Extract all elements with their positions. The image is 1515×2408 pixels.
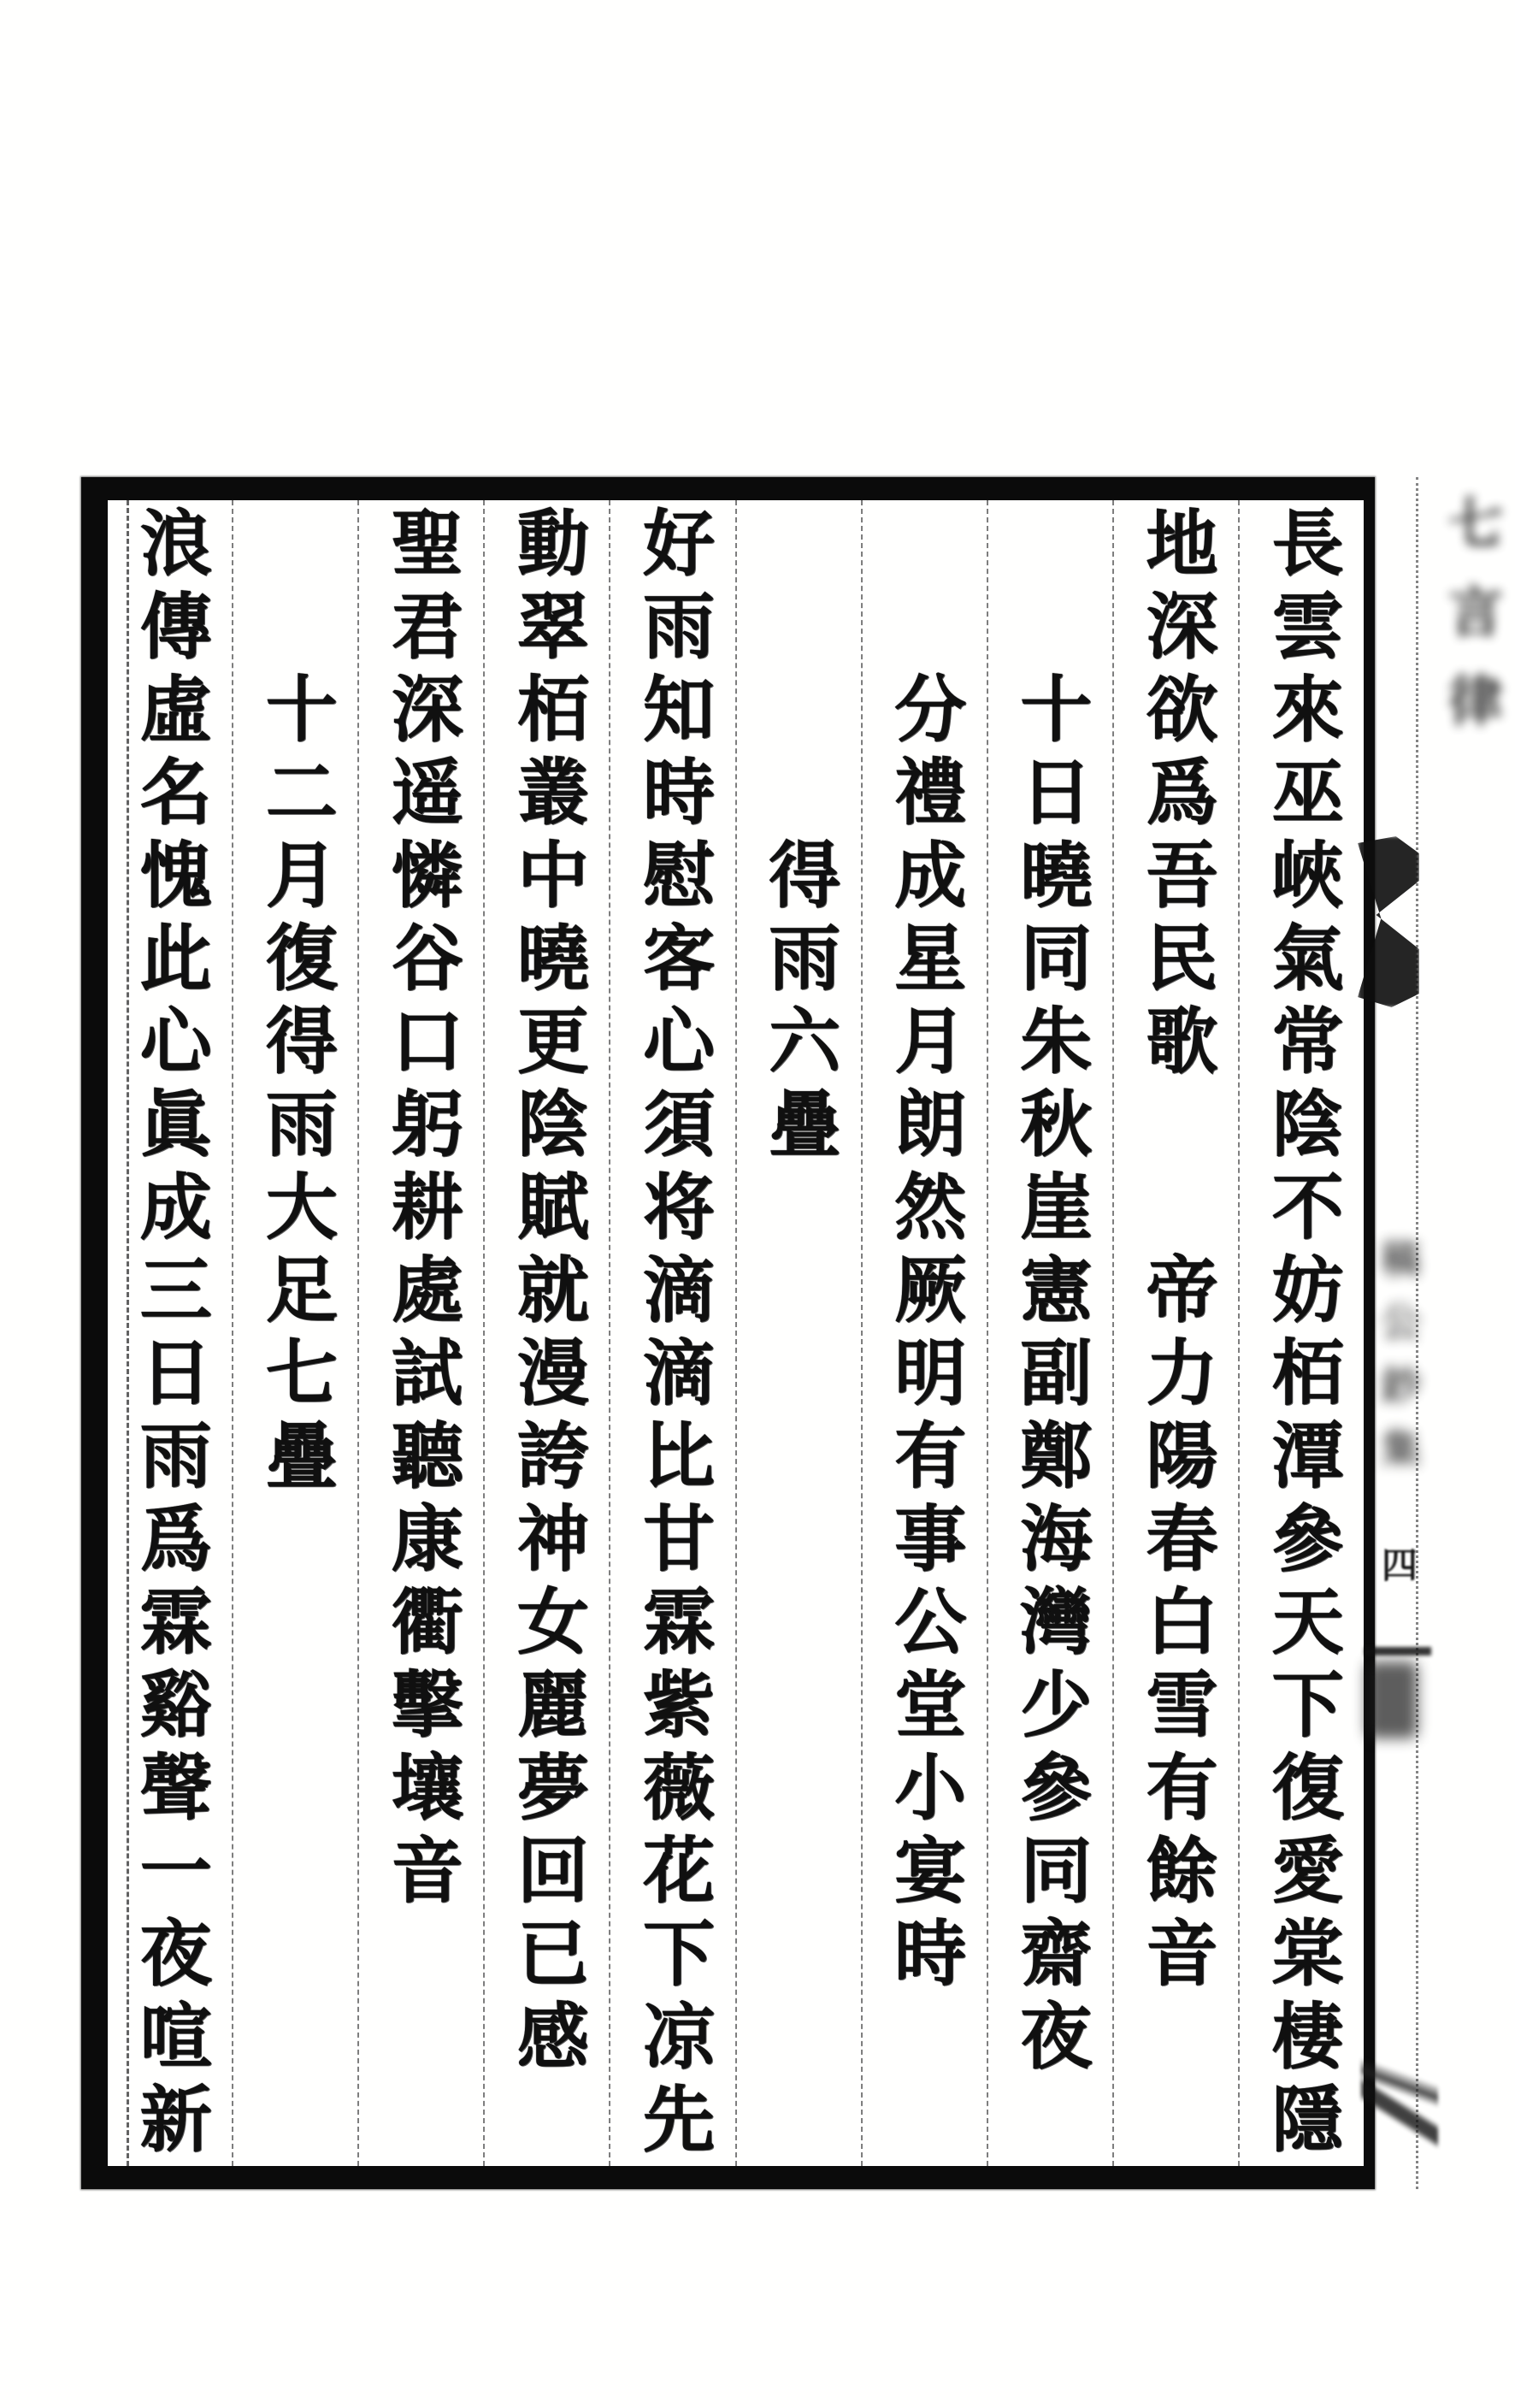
column-text: 長雲來巫峽氣常陰不妨栢潭參天下復愛棠棲隱 bbox=[1259, 505, 1344, 2164]
column-text: 地深欲爲吾民歌 帝力陽春白雪有餘音 bbox=[1134, 505, 1218, 1998]
column-text: 十日曉同朱秋崖憲副鄭海灣少參同齋夜 bbox=[1008, 671, 1093, 2081]
banxin-corner-smudge bbox=[1361, 2042, 1438, 2179]
banxin-rule-mark bbox=[1365, 1647, 1431, 1656]
column-text: 好雨知時慰客心須将滴滴比甘霖紫薇花下凉先 bbox=[631, 505, 716, 2164]
banxin-ink-blob bbox=[1366, 1661, 1418, 1738]
text-frame bbox=[81, 477, 1375, 2189]
banxin-header-smudge: 七言律 bbox=[1439, 494, 1502, 761]
column-container bbox=[108, 500, 1364, 2166]
banxin-strip bbox=[1375, 477, 1515, 2189]
column-text: 十二月復得雨大足七疊 bbox=[254, 671, 339, 1501]
text-column bbox=[861, 500, 987, 2166]
text-column bbox=[735, 500, 861, 2166]
column-text: 浪傳虛名愧此心眞成三日雨爲霖谿聲一夜喧新 bbox=[128, 505, 213, 2164]
text-column bbox=[483, 500, 609, 2166]
column-text: 得雨六疊 bbox=[757, 837, 841, 1169]
text-column bbox=[609, 500, 734, 2166]
text-column bbox=[1238, 500, 1364, 2166]
text-column bbox=[987, 500, 1112, 2166]
inner-left-rule bbox=[127, 500, 129, 2166]
banxin-page-number: 四 bbox=[1382, 1544, 1418, 1586]
column-text: 動翠栢叢中曉更陰賦就漫誇神女麗夢回已感 bbox=[505, 505, 590, 2081]
column-text: 聖君深遥憐谷口躬耕處試聽康衢擊壤音 bbox=[380, 505, 464, 1915]
text-column bbox=[357, 500, 483, 2166]
banxin-title-smudge: 稿公鈔集 bbox=[1375, 1238, 1421, 1491]
text-column bbox=[232, 500, 357, 2166]
text-column bbox=[1112, 500, 1238, 2166]
column-text: 分禮成星月朗然厥明有事公堂小宴時 bbox=[882, 671, 967, 1998]
